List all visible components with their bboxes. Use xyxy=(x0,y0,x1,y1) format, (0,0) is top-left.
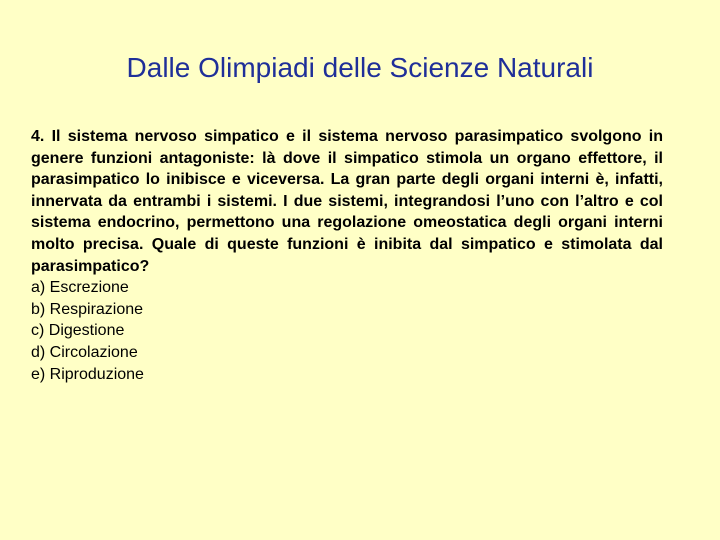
question-block xyxy=(31,126,663,385)
option-a: a) Escrezione xyxy=(31,279,129,297)
option-b: b) Respirazione xyxy=(31,300,144,318)
answer-options xyxy=(31,277,663,385)
option-c: c) Digestione xyxy=(31,322,125,340)
question-text: 4. Il sistema nervoso simpatico e il sistema nervoso parasimpatico svolgono in genere funzioni antagoniste: là dove il simpatico stimola un organo effettore, il parasimpatico lo inibisce e viceversa. La gran parte degli organi interni è, infatti, innervata da entrambi i sistemi. I due sistemi, integrandosi l’uno con l’altro e col sistema endocrino, permettono una regolazione omeostatica degli organi interni molto precisa. Quale di queste funzioni è inibita dal simpatico e stimolata dal parasimpatico? xyxy=(31,128,663,275)
option-d: d) Circolazione xyxy=(31,343,138,361)
option-e: e) Riproduzione xyxy=(31,365,144,383)
slide-title: Dalle Olimpiadi delle Scienze Naturali xyxy=(126,52,594,83)
